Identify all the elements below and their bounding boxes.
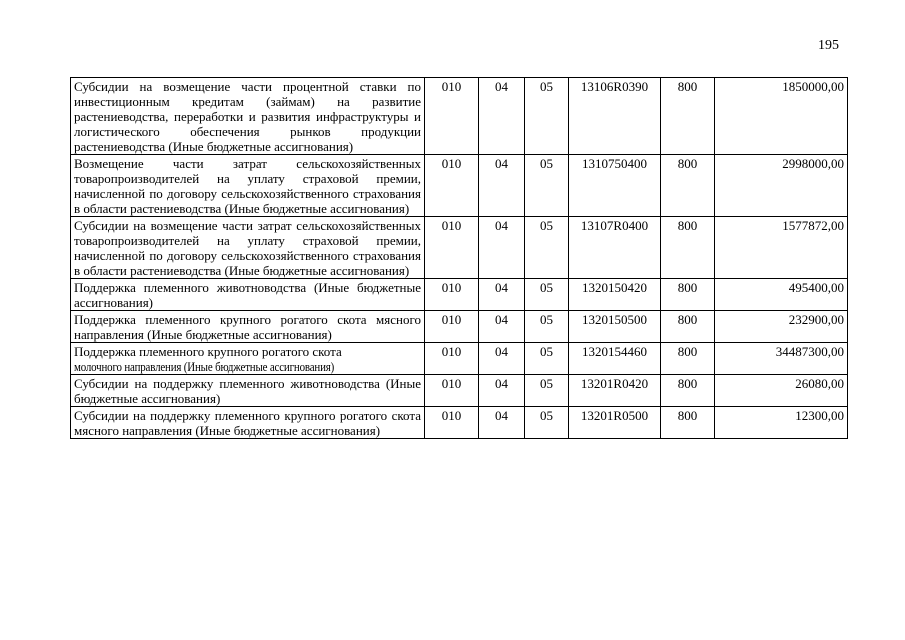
row-description: Субсидии на возмещение части процентной ставки по инвестиционным кредитам (займам) на развитие растениеводства, переработки и развития инфраструктуры и логистического обеспечения рынков продукции растениеводства (Иные бюджетные ассигнования) xyxy=(71,78,425,155)
section-code: 04 xyxy=(479,343,525,375)
target-article-code: 1310750400 xyxy=(569,155,661,217)
amount: 1850000,00 xyxy=(715,78,848,155)
subsection-code: 05 xyxy=(525,155,569,217)
row-description-line: Поддержка племенного крупного рогатого скота xyxy=(74,344,342,359)
table-row xyxy=(71,407,848,439)
expense-type-code: 800 xyxy=(661,375,715,407)
row-description: Субсидии на поддержку племенного животноводства (Иные бюджетные ассигнования) xyxy=(71,375,425,407)
expense-type-code: 800 xyxy=(661,343,715,375)
ministry-code: 010 xyxy=(425,279,479,311)
subsection-code: 05 xyxy=(525,78,569,155)
target-article-code: 13106R0390 xyxy=(569,78,661,155)
row-description: Субсидии на поддержку племенного крупного рогатого скота мясного направления (Иные бюджетные ассигнования) xyxy=(71,407,425,439)
ministry-code: 010 xyxy=(425,375,479,407)
expense-type-code: 800 xyxy=(661,311,715,343)
subsection-code: 05 xyxy=(525,311,569,343)
target-article-code: 13201R0420 xyxy=(569,375,661,407)
expense-type-code: 800 xyxy=(661,217,715,279)
amount: 1577872,00 xyxy=(715,217,848,279)
row-description: Возмещение части затрат сельскохозяйственных товаропроизводителей на уплату страховой премии, начисленной по договору сельскохозяйственного страхования в области растениеводства (Иные бюджетные ассигнования) xyxy=(71,155,425,217)
subsection-code: 05 xyxy=(525,279,569,311)
ministry-code: 010 xyxy=(425,155,479,217)
table-row xyxy=(71,217,848,279)
section-code: 04 xyxy=(479,78,525,155)
section-code: 04 xyxy=(479,375,525,407)
amount: 495400,00 xyxy=(715,279,848,311)
table-row xyxy=(71,375,848,407)
expense-type-code: 800 xyxy=(661,279,715,311)
table-row xyxy=(71,279,848,311)
subsection-code: 05 xyxy=(525,343,569,375)
row-description: Поддержка племенного животноводства (Иные бюджетные ассигнования) xyxy=(71,279,425,311)
section-code: 04 xyxy=(479,217,525,279)
amount: 232900,00 xyxy=(715,311,848,343)
row-description: Поддержка племенного крупного рогатого скота мясного направления (Иные бюджетные ассигнования) xyxy=(71,311,425,343)
ministry-code: 010 xyxy=(425,311,479,343)
amount: 26080,00 xyxy=(715,375,848,407)
ministry-code: 010 xyxy=(425,407,479,439)
target-article-code: 13107R0400 xyxy=(569,217,661,279)
row-description: Субсидии на возмещение части затрат сельскохозяйственных товаропроизводителей на уплату страховой премии, начисленной по договору сельскохозяйственного страхования в области растениеводства (Иные бюджетные ассигнования) xyxy=(71,217,425,279)
subsection-code: 05 xyxy=(525,217,569,279)
table-row xyxy=(71,78,848,155)
section-code: 04 xyxy=(479,311,525,343)
amount: 34487300,00 xyxy=(715,343,848,375)
expense-type-code: 800 xyxy=(661,78,715,155)
target-article-code: 13201R0500 xyxy=(569,407,661,439)
row-description xyxy=(71,343,425,375)
ministry-code: 010 xyxy=(425,217,479,279)
page-number: 195 xyxy=(818,38,839,53)
table-row xyxy=(71,343,848,375)
table-row xyxy=(71,155,848,217)
row-description-line-condensed: молочного направления (Иные бюджетные ассигнования) xyxy=(74,359,335,374)
expense-type-code: 800 xyxy=(661,155,715,217)
amount: 12300,00 xyxy=(715,407,848,439)
subsection-code: 05 xyxy=(525,375,569,407)
section-code: 04 xyxy=(479,279,525,311)
target-article-code: 1320150500 xyxy=(569,311,661,343)
section-code: 04 xyxy=(479,155,525,217)
ministry-code: 010 xyxy=(425,78,479,155)
section-code: 04 xyxy=(479,407,525,439)
target-article-code: 1320150420 xyxy=(569,279,661,311)
budget-table xyxy=(70,77,848,439)
amount: 2998000,00 xyxy=(715,155,848,217)
target-article-code: 1320154460 xyxy=(569,343,661,375)
table-row xyxy=(71,311,848,343)
expense-type-code: 800 xyxy=(661,407,715,439)
ministry-code: 010 xyxy=(425,343,479,375)
subsection-code: 05 xyxy=(525,407,569,439)
